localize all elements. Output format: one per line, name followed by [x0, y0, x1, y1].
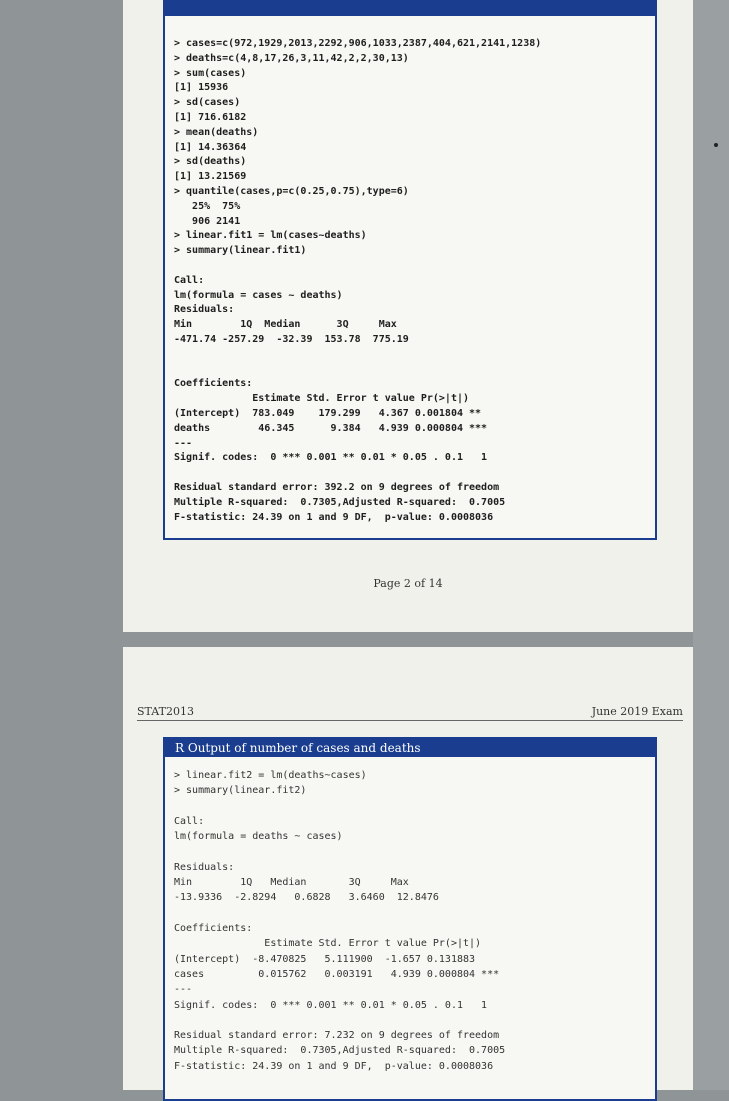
console-line: lm(formula = deaths ~ cases): [174, 831, 343, 843]
console-line: Min 1Q Median 3Q Max: [174, 877, 409, 889]
console-line: Estimate Std. Error t value Pr(>|t|): [174, 393, 470, 405]
console-line: 25% 75%: [174, 200, 241, 212]
r-output-box: [163, 737, 657, 1101]
console-line: [1] 14.36364: [174, 141, 247, 153]
console-line: > summary(linear.fit2): [174, 785, 307, 797]
console-line: lm(formula = cases ~ deaths): [174, 289, 343, 301]
console-line: Multiple R-squared: 0.7305,Adjusted R-squared: 0.7005: [174, 1045, 506, 1057]
console-line: [1] 15936: [174, 82, 229, 94]
console-line: (Intercept) -8.470825 5.111900 -1.657 0.131883: [174, 953, 476, 965]
console-line: Residuals:: [174, 304, 235, 316]
background-right-gutter: [693, 0, 729, 1090]
console-line: Coefficients:: [174, 923, 253, 934]
pdf-page-3: [123, 647, 693, 1090]
console-line: F-statistic: 24.39 on 1 and 9 DF, p-value: 0.0008036: [174, 1060, 494, 1072]
console-line: Call:: [174, 274, 205, 286]
exam-date: June 2019 Exam: [591, 705, 683, 718]
console-line: > linear.fit2 = lm(deaths~cases): [174, 770, 367, 781]
console-line: F-statistic: 24.39 on 1 and 9 DF, p-value: 0.0008036: [174, 511, 494, 523]
console-line: Signif. codes: 0 *** 0.001 ** 0.01 * 0.05 . 0.1 1: [174, 999, 488, 1011]
console-line: > sd(deaths): [174, 156, 247, 168]
console-line: Call:: [174, 815, 205, 827]
r-output-box: [163, 0, 657, 540]
console-line: Coefficients:: [174, 378, 253, 390]
stray-dot: [714, 143, 718, 147]
console-line: > summary(linear.fit1): [174, 245, 307, 257]
box-header-bar: [165, 0, 655, 16]
console-line: Residual standard error: 7.232 on 9 degrees of freedom: [174, 1030, 500, 1042]
course-code: STAT2013: [137, 705, 194, 718]
console-line: > sd(cases): [174, 97, 241, 109]
console-line: Residual standard error: 392.2 on 9 degrees of freedom: [174, 482, 500, 493]
console-line: > quantile(cases,p=c(0.25,0.75),type=6): [174, 186, 409, 197]
console-line: Multiple R-squared: 0.7305,Adjusted R-squared: 0.7005: [174, 496, 506, 508]
page-number: Page 2 of 14: [373, 577, 443, 590]
console-line: (Intercept) 783.049 179.299 4.367 0.001804 **: [174, 408, 482, 419]
console-line: deaths 46.345 9.384 4.939 0.000804 ***: [174, 422, 488, 434]
console-line: cases 0.015762 0.003191 4.939 0.000804 ***: [174, 968, 500, 980]
console-line: [1] 13.21569: [174, 171, 247, 183]
console-line: ---: [174, 437, 193, 449]
header-rule: [137, 720, 683, 721]
console-line: Signif. codes: 0 *** 0.001 ** 0.01 * 0.05 . 0.1 1: [174, 452, 488, 464]
box-title: R Output of number of cases and deaths: [165, 739, 655, 757]
console-line: > cases=c(972,1929,2013,2292,906,1033,2387,404,621,2141,1238): [174, 38, 542, 49]
pdf-page-2: [123, 0, 693, 632]
console-line: -13.9336 -2.8294 0.6828 3.6460 12.8476: [174, 892, 439, 904]
console-line: Min 1Q Median 3Q Max: [174, 319, 397, 331]
console-line: Residuals:: [174, 861, 235, 873]
console-line: > sum(cases): [174, 67, 247, 79]
console-line: > linear.fit1 = lm(cases~deaths): [174, 230, 367, 242]
console-line: > mean(deaths): [174, 126, 259, 138]
console-line: ---: [174, 984, 193, 996]
console-line: [1] 716.6182: [174, 112, 247, 123]
console-line: > deaths=c(4,8,17,26,3,11,42,2,2,30,13): [174, 52, 409, 64]
console-line: -471.74 -257.29 -32.39 153.78 775.19: [174, 334, 409, 345]
console-line: 906 2141: [174, 215, 241, 227]
console-line: Estimate Std. Error t value Pr(>|t|): [174, 938, 482, 950]
